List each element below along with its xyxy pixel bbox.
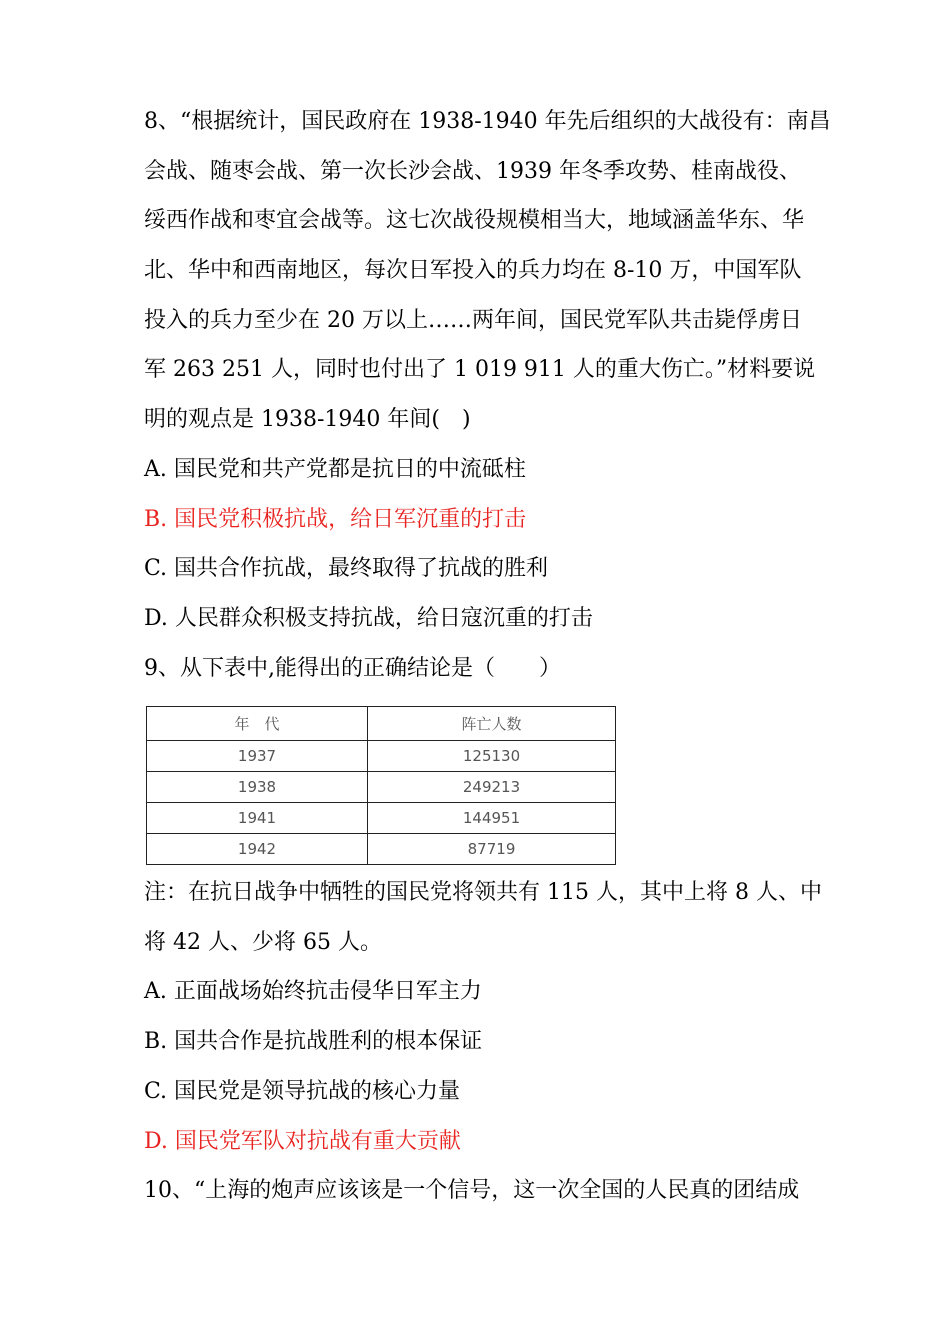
q8-stem-line-7: 明的观点是 1938-1940 年间( ): [144, 407, 471, 432]
q9-stem: 9、从下表中,能得出的正确结论是（ ）: [144, 656, 561, 681]
q9-option-d-answer: D. 国民党军队对抗战有重大贡献: [144, 1129, 461, 1154]
table-row: [147, 741, 616, 772]
q8-stem-line-2: 会战、随枣会战、第一次长沙会战、1939 年冬季攻势、桂南战役、: [144, 159, 801, 184]
table-cell-deaths: 249213: [368, 772, 616, 803]
table-cell-year: 1942: [147, 834, 368, 865]
table-cell-deaths: 87719: [368, 834, 616, 865]
table-header-deaths: 阵亡人数: [368, 707, 616, 741]
table-row: [147, 803, 616, 834]
table-cell-deaths: 144951: [368, 803, 616, 834]
q8-option-c: C. 国共合作抗战，最终取得了抗战的胜利: [144, 556, 549, 581]
table-header-row: [147, 707, 616, 741]
casualty-table: [146, 706, 616, 865]
table-row: [147, 834, 616, 865]
q9-option-a: A. 正面战场始终抗击侵华日军主力: [144, 979, 482, 1004]
q8-stem-line-4: 北、华中和西南地区，每次日军投入的兵力均在 8-10 万，中国军队: [144, 258, 802, 283]
casualty-table-container: [146, 706, 616, 862]
q8-stem-line-3: 绥西作战和枣宜会战等。这七次战役规模相当大，地域涵盖华东、华: [144, 208, 805, 233]
q8-option-d: D. 人民群众积极支持抗战，给日寇沉重的打击: [144, 606, 593, 631]
q8-option-b-answer: B. 国民党积极抗战，给日军沉重的打击: [144, 507, 527, 532]
q8-stem-line-6: 军 263 251 人，同时也付出了 1 019 911 人的重大伤亡。”材料要说: [144, 357, 816, 382]
table-row: [147, 772, 616, 803]
q9-note-line-1: 注：在抗日战争中牺牲的国民党将领共有 115 人，其中上将 8 人、中: [144, 880, 822, 905]
q8-stem-line-1: 8、“根据统计，国民政府在 1938-1940 年先后组织的大战役有：南昌: [144, 109, 831, 134]
q9-option-b: B. 国共合作是抗战胜利的根本保证: [144, 1029, 483, 1054]
table-header-year: 年 代: [147, 707, 368, 741]
table-cell-deaths: 125130: [368, 741, 616, 772]
q8-stem-line-5: 投入的兵力至少在 20 万以上……两年间，国民党军队共击毙俘虏日: [144, 308, 802, 333]
q9-option-c: C. 国民党是领导抗战的核心力量: [144, 1079, 461, 1104]
q10-stem: 10、“上海的炮声应该该是一个信号，这一次全国的人民真的团结成: [144, 1178, 800, 1203]
q9-note-line-2: 将 42 人、少将 65 人。: [144, 930, 382, 955]
table-cell-year: 1938: [147, 772, 368, 803]
table-cell-year: 1941: [147, 803, 368, 834]
q8-option-a: A. 国民党和共产党都是抗日的中流砥柱: [144, 457, 526, 482]
table-cell-year: 1937: [147, 741, 368, 772]
